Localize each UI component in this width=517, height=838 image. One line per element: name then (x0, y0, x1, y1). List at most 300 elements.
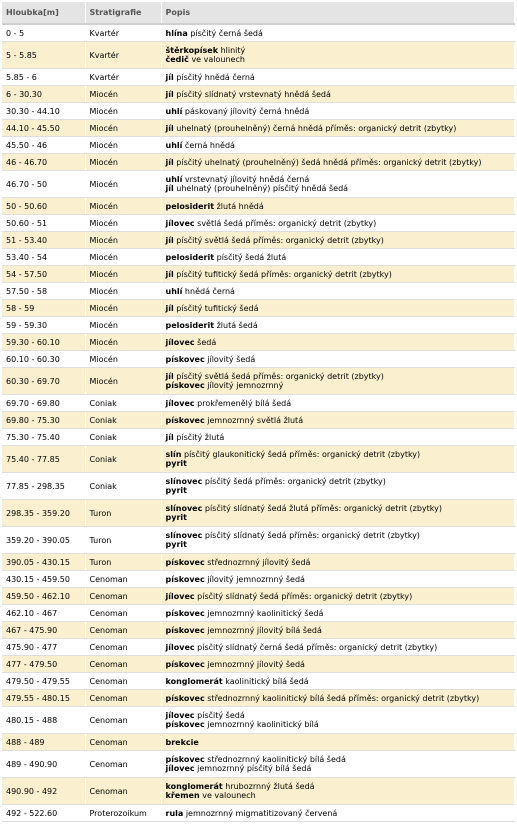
rock-type: pískovec (165, 720, 205, 729)
cell-depth: 53.40 - 54 (2, 249, 85, 266)
description-line (166, 55, 510, 64)
cell-stratigraphy: Miocén (85, 249, 161, 266)
description-line (166, 738, 510, 747)
cell-stratigraphy: Miocén (85, 300, 161, 317)
rock-properties: jemnozrnný písčitý bílá šedá (197, 764, 312, 773)
rock-type: čedič (165, 55, 189, 64)
description-line (166, 711, 510, 720)
cell-stratigraphy: Miocén (85, 351, 161, 368)
rock-type: křemen (165, 791, 200, 800)
cell-stratigraphy: Coniak (85, 473, 161, 500)
rock-properties: jemnozrnný kaolinitický bílá (207, 720, 319, 729)
cell-stratigraphy: Miocén (85, 171, 161, 198)
rock-properties: jílovitý šedá (207, 354, 256, 364)
table-header (2, 2, 514, 24)
table-row (2, 751, 514, 778)
description-line (166, 416, 510, 425)
description-line (166, 558, 510, 567)
rock-type: uhlí (165, 175, 183, 184)
cell-stratigraphy: Cenoman (85, 778, 161, 805)
stratigraphy-table (2, 2, 515, 822)
cell-description (161, 622, 514, 639)
cell-description (161, 249, 514, 266)
rock-properties: kaolinitický bílá šedá (225, 676, 309, 686)
cell-depth: 75.40 - 77.85 (2, 446, 85, 473)
cell-depth: 54 - 57.50 (2, 266, 85, 283)
cell-depth: 390.05 - 430.15 (2, 554, 85, 571)
table-row (2, 429, 514, 446)
rock-type: uhlí (165, 106, 183, 116)
cell-depth: 489 - 490.90 (2, 751, 85, 778)
cell-depth: 69.80 - 75.30 (2, 412, 85, 429)
cell-depth: 50 - 50.60 (2, 198, 85, 215)
rock-type: konglomerát (165, 676, 223, 686)
rock-properties: světlá šedá příměs: organický detrit (zbytky) (197, 218, 377, 228)
description-line (166, 643, 510, 652)
table-row (2, 778, 514, 805)
rock-properties: písčitý světlá šedá příměs: organický detrit (zbytky) (176, 372, 384, 381)
table-row (2, 249, 514, 266)
description-line (166, 791, 510, 800)
cell-description (161, 446, 514, 473)
cell-depth: 46 - 46.70 (2, 154, 85, 171)
cell-description (161, 527, 514, 554)
rock-properties: hnědá černá (184, 286, 235, 296)
table-row (2, 198, 514, 215)
table-row (2, 500, 514, 527)
rock-type: pískovec (165, 693, 205, 703)
col-header-depth[interactable]: Hloubka[m] (2, 2, 85, 24)
description-line (166, 219, 510, 228)
cell-description (161, 473, 514, 500)
cell-depth: 60.10 - 60.30 (2, 351, 85, 368)
cell-depth: 58 - 59 (2, 300, 85, 317)
rock-properties: žlutá šedá (216, 320, 258, 330)
rock-type: pelosiderit (165, 252, 215, 262)
description-line (166, 73, 510, 82)
rock-type: pískovec (165, 381, 205, 390)
cell-description (161, 656, 514, 673)
rock-properties: písčitý glaukonitický šedá příměs: organický detrit (zbytky) (184, 450, 421, 459)
cell-description (161, 588, 514, 605)
cell-depth: 467 - 475.90 (2, 622, 85, 639)
rock-type: uhlí (165, 140, 183, 150)
rock-type: jílovec (165, 398, 195, 408)
table-row (2, 351, 514, 368)
cell-depth: 480.15 - 488 (2, 707, 85, 734)
cell-description (161, 351, 514, 368)
description-line (166, 304, 510, 313)
cell-depth: 45.50 - 46 (2, 137, 85, 154)
table-row (2, 232, 514, 249)
table-row (2, 300, 514, 317)
cell-depth: 488 - 489 (2, 734, 85, 751)
description-line (166, 626, 510, 635)
rock-type: jíl (165, 269, 174, 279)
rock-properties: jemnozrnný jílovitý šedá (207, 659, 305, 669)
description-line (166, 184, 510, 193)
cell-stratigraphy: Cenoman (85, 734, 161, 751)
rock-properties: jemnozrnný jílovitý bílá šedá (207, 625, 322, 635)
rock-type: jíl (165, 72, 174, 82)
table-row (2, 69, 514, 86)
rock-type: štěrkopísek (165, 46, 219, 55)
rock-type: pískovec (165, 574, 205, 584)
rock-type: pískovec (165, 354, 205, 364)
cell-stratigraphy: Cenoman (85, 751, 161, 778)
cell-stratigraphy: Cenoman (85, 622, 161, 639)
cell-description (161, 334, 514, 351)
rock-properties: uhelnatý (prouhelněný) písčitý hnědá šedá (176, 184, 349, 193)
cell-depth: 59.30 - 60.10 (2, 334, 85, 351)
cell-description (161, 673, 514, 690)
rock-type: pyrit (165, 486, 187, 495)
description-line (166, 107, 510, 116)
cell-depth: 44.10 - 45.50 (2, 120, 85, 137)
rock-properties: písčitý slídnatý vrstevnatý hnědá šedá (176, 89, 331, 99)
description-line (166, 321, 510, 330)
table-row (2, 395, 514, 412)
cell-depth: 60.30 - 69.70 (2, 368, 85, 395)
cell-description (161, 171, 514, 198)
cell-stratigraphy: Miocén (85, 368, 161, 395)
table-row (2, 527, 514, 554)
rock-type: pískovec (165, 415, 205, 425)
rock-properties: uhelnatý (prouhelněný) černá hnědá příměs: organický detrit (zbytky) (176, 123, 457, 133)
table-row (2, 120, 514, 137)
description-line (166, 270, 510, 279)
description-line (166, 355, 510, 364)
cell-description (161, 429, 514, 446)
cell-stratigraphy: Miocén (85, 317, 161, 334)
rock-properties: písčitý šedá žlutá (216, 252, 287, 262)
table-row (2, 473, 514, 500)
description-line (166, 809, 510, 818)
rock-properties: ve valounech (202, 791, 256, 800)
table-row (2, 734, 514, 751)
rock-type: jílovec (165, 337, 195, 347)
table-row (2, 368, 514, 395)
cell-depth: 477 - 479.50 (2, 656, 85, 673)
description-line (166, 372, 510, 381)
table-row (2, 446, 514, 473)
cell-description (161, 707, 514, 734)
description-line (166, 433, 510, 442)
description-line (166, 141, 510, 150)
cell-stratigraphy: Coniak (85, 446, 161, 473)
rock-properties: jílovitý jemnozrnný (207, 381, 284, 390)
table-row (2, 690, 514, 707)
table-row (2, 656, 514, 673)
description-line (166, 592, 510, 601)
rock-properties: prokřemenělý bílá šedá (197, 398, 292, 408)
table-row (2, 215, 514, 232)
rock-type: pískovec (165, 659, 205, 669)
table-row (2, 673, 514, 690)
table-row (2, 137, 514, 154)
cell-description (161, 639, 514, 656)
description-line (166, 381, 510, 390)
rock-type: jílovec (165, 764, 195, 773)
cell-description (161, 554, 514, 571)
cell-description (161, 42, 514, 69)
rock-type: jíl (165, 432, 174, 442)
cell-description (161, 605, 514, 622)
cell-stratigraphy: Cenoman (85, 656, 161, 673)
description-line (166, 253, 510, 262)
table-row (2, 42, 514, 69)
table-row (2, 86, 514, 103)
table-row (2, 707, 514, 734)
cell-stratigraphy: Turon (85, 500, 161, 527)
cell-depth: 50.60 - 51 (2, 215, 85, 232)
table-row (2, 171, 514, 198)
cell-description (161, 137, 514, 154)
description-line (166, 202, 510, 211)
rock-type: pyrit (165, 513, 187, 522)
rock-type: jíl (165, 157, 174, 167)
rock-properties: střednozrnný kaolinitický bílá šedá (207, 755, 346, 764)
rock-type: pískovec (165, 557, 205, 567)
cell-depth: 6 - 30.30 (2, 86, 85, 103)
description-line (166, 531, 510, 540)
cell-stratigraphy: Miocén (85, 120, 161, 137)
rock-properties: jemnozrnný migmatitizovaný červená (185, 808, 338, 818)
description-line (166, 720, 510, 729)
cell-depth: 5 - 5.85 (2, 42, 85, 69)
cell-depth: 30.30 - 44.10 (2, 103, 85, 120)
cell-depth: 51 - 53.40 (2, 232, 85, 249)
cell-stratigraphy: Coniak (85, 412, 161, 429)
description-line (166, 29, 510, 38)
rock-properties: ve valounech (191, 55, 245, 64)
cell-description (161, 805, 514, 822)
rock-type: pyrit (165, 459, 187, 468)
table-row (2, 266, 514, 283)
description-line (166, 175, 510, 184)
rock-type: jílovec (165, 218, 195, 228)
cell-depth: 479.50 - 479.55 (2, 673, 85, 690)
rock-type: slín (165, 450, 182, 459)
rock-type: pískovec (165, 608, 205, 618)
description-line (166, 694, 510, 703)
cell-stratigraphy: Miocén (85, 283, 161, 300)
rock-properties: žlutá hnědá (216, 201, 264, 211)
description-line (166, 486, 510, 495)
description-line (166, 575, 510, 584)
cell-depth: 298.35 - 359.20 (2, 500, 85, 527)
table-row (2, 154, 514, 171)
table-row (2, 805, 514, 822)
cell-depth: 0 - 5 (2, 24, 85, 42)
rock-properties: písčitý šedá (197, 711, 245, 720)
rock-properties: jemnozrnný kaolinitický šedá (207, 608, 324, 618)
cell-depth: 5.85 - 6 (2, 69, 85, 86)
cell-stratigraphy: Miocén (85, 154, 161, 171)
cell-stratigraphy: Cenoman (85, 690, 161, 707)
cell-stratigraphy: Cenoman (85, 639, 161, 656)
description-line (166, 609, 510, 618)
cell-stratigraphy: Kvartér (85, 42, 161, 69)
cell-depth: 492 - 522.60 (2, 805, 85, 822)
rock-properties: písčitý žlutá (176, 432, 225, 442)
rock-properties: písčitý světlá šedá příměs: organický detrit (zbytky) (176, 235, 384, 245)
cell-depth: 462.10 - 467 (2, 605, 85, 622)
cell-stratigraphy: Cenoman (85, 588, 161, 605)
rock-type: hlína (165, 28, 188, 38)
rock-type: jíl (165, 89, 174, 99)
cell-description (161, 283, 514, 300)
rock-type: pískovec (165, 625, 205, 635)
rock-type: pelosiderit (165, 320, 215, 330)
cell-depth: 57.50 - 58 (2, 283, 85, 300)
cell-stratigraphy: Proterozoikum (85, 805, 161, 822)
cell-stratigraphy: Miocén (85, 334, 161, 351)
cell-stratigraphy: Cenoman (85, 605, 161, 622)
table-row (2, 622, 514, 639)
cell-description (161, 778, 514, 805)
cell-description (161, 300, 514, 317)
col-header-description[interactable]: Popis (161, 2, 514, 24)
rock-type: jílovec (165, 591, 195, 601)
col-header-stratigraphy[interactable]: Stratigrafie (85, 2, 161, 24)
cell-stratigraphy: Cenoman (85, 571, 161, 588)
table-row (2, 103, 514, 120)
description-line (166, 504, 510, 513)
table-row (2, 639, 514, 656)
cell-description (161, 368, 514, 395)
cell-depth: 459.50 - 462.10 (2, 588, 85, 605)
cell-stratigraphy: Miocén (85, 266, 161, 283)
description-line (166, 755, 510, 764)
description-line (166, 764, 510, 773)
cell-depth: 69.70 - 69.80 (2, 395, 85, 412)
cell-depth: 359.20 - 390.05 (2, 527, 85, 554)
rock-properties: hrubozrnný žlutá šedá (225, 782, 315, 791)
rock-properties: šedá (197, 337, 217, 347)
description-line (166, 46, 510, 55)
cell-description (161, 215, 514, 232)
cell-stratigraphy: Miocén (85, 215, 161, 232)
rock-properties: písčitý tufitický šedá (176, 303, 259, 313)
description-line (166, 677, 510, 686)
table-row (2, 588, 514, 605)
description-line (166, 90, 510, 99)
cell-stratigraphy: Turon (85, 527, 161, 554)
rock-properties: střednozrnný jílovitý šedá (207, 557, 311, 567)
cell-stratigraphy: Miocén (85, 198, 161, 215)
rock-type: jílovec (165, 711, 195, 720)
cell-description (161, 751, 514, 778)
description-line (166, 287, 510, 296)
description-line (166, 477, 510, 486)
cell-depth: 475.90 - 477 (2, 639, 85, 656)
table-row (2, 605, 514, 622)
description-line (166, 660, 510, 669)
rock-type: jílovec (165, 642, 195, 652)
cell-description (161, 24, 514, 42)
cell-stratigraphy: Miocén (85, 103, 161, 120)
cell-description (161, 500, 514, 527)
rock-properties: hlinitý (220, 46, 246, 55)
rock-type: jíl (165, 123, 174, 133)
rock-properties: písčitý šedá příměs: organický detrit (zbytky) (204, 477, 386, 486)
rock-properties: jemnozrnný světlá žlutá (207, 415, 304, 425)
cell-description (161, 266, 514, 283)
rock-type: jíl (165, 184, 174, 193)
description-line (166, 782, 510, 791)
cell-stratigraphy: Cenoman (85, 673, 161, 690)
rock-properties: písčitý hnědá černá (176, 72, 255, 82)
description-line (166, 158, 510, 167)
cell-depth: 430.15 - 459.50 (2, 571, 85, 588)
cell-stratigraphy: Cenoman (85, 707, 161, 734)
description-line (166, 450, 510, 459)
table-row (2, 554, 514, 571)
rock-properties: písčitý tufitický šedá příměs: organický detrit (zbytky) (176, 269, 392, 279)
rock-type: uhlí (165, 286, 183, 296)
cell-description (161, 395, 514, 412)
table-row (2, 283, 514, 300)
rock-type: rula (165, 808, 184, 818)
description-line (166, 513, 510, 522)
cell-stratigraphy: Miocén (85, 137, 161, 154)
cell-description (161, 232, 514, 249)
description-line (166, 399, 510, 408)
cell-description (161, 690, 514, 707)
rock-properties: černá hnědá (184, 140, 235, 150)
description-line (166, 236, 510, 245)
rock-type: jíl (165, 303, 174, 313)
cell-description (161, 412, 514, 429)
cell-depth: 490.90 - 492 (2, 778, 85, 805)
cell-stratigraphy: Miocén (85, 86, 161, 103)
rock-type: pískovec (165, 755, 205, 764)
rock-properties: páskovaný jílovitý černá hnědá (184, 106, 310, 116)
rock-properties: písčitý slídnatý šedá žlutá příměs: organický detrit (zbytky) (204, 504, 442, 513)
rock-properties: písčitý uhelnatý (prouhelněný) šedá hnědá příměs: organický detrit (zbytky) (176, 157, 482, 167)
cell-stratigraphy: Coniak (85, 395, 161, 412)
cell-depth: 59 - 59.30 (2, 317, 85, 334)
rock-type: pyrit (165, 540, 187, 549)
table-row (2, 412, 514, 429)
description-line (166, 540, 510, 549)
cell-depth: 75.30 - 75.40 (2, 429, 85, 446)
cell-description (161, 103, 514, 120)
cell-depth: 77.85 - 298.35 (2, 473, 85, 500)
cell-depth: 479.55 - 480.15 (2, 690, 85, 707)
rock-properties: písčitý slídnatý šedá příměs: organický detrit (zbytky) (197, 591, 413, 601)
table-body (2, 24, 514, 822)
rock-type: slínovec (165, 477, 203, 486)
description-line (166, 459, 510, 468)
table-row (2, 334, 514, 351)
rock-properties: jílovitý jemnozrnný šedá (207, 574, 305, 584)
table-row (2, 24, 514, 42)
rock-properties: vrstevnatý jílovitý hnědá černá (184, 175, 310, 184)
table-row (2, 317, 514, 334)
rock-properties: střednozrnný kaolinitický bílá šedá příměs: organický detrit (zbytky) (207, 693, 480, 703)
rock-type: slínovec (165, 504, 203, 513)
rock-properties: písčitý slídnatý černá šedá příměs: organický detrit (zbytky) (197, 642, 438, 652)
cell-description (161, 154, 514, 171)
table-row (2, 571, 514, 588)
description-line (166, 338, 510, 347)
rock-type: jíl (165, 372, 174, 381)
cell-description (161, 734, 514, 751)
cell-stratigraphy: Turon (85, 554, 161, 571)
cell-depth: 46.70 - 50 (2, 171, 85, 198)
